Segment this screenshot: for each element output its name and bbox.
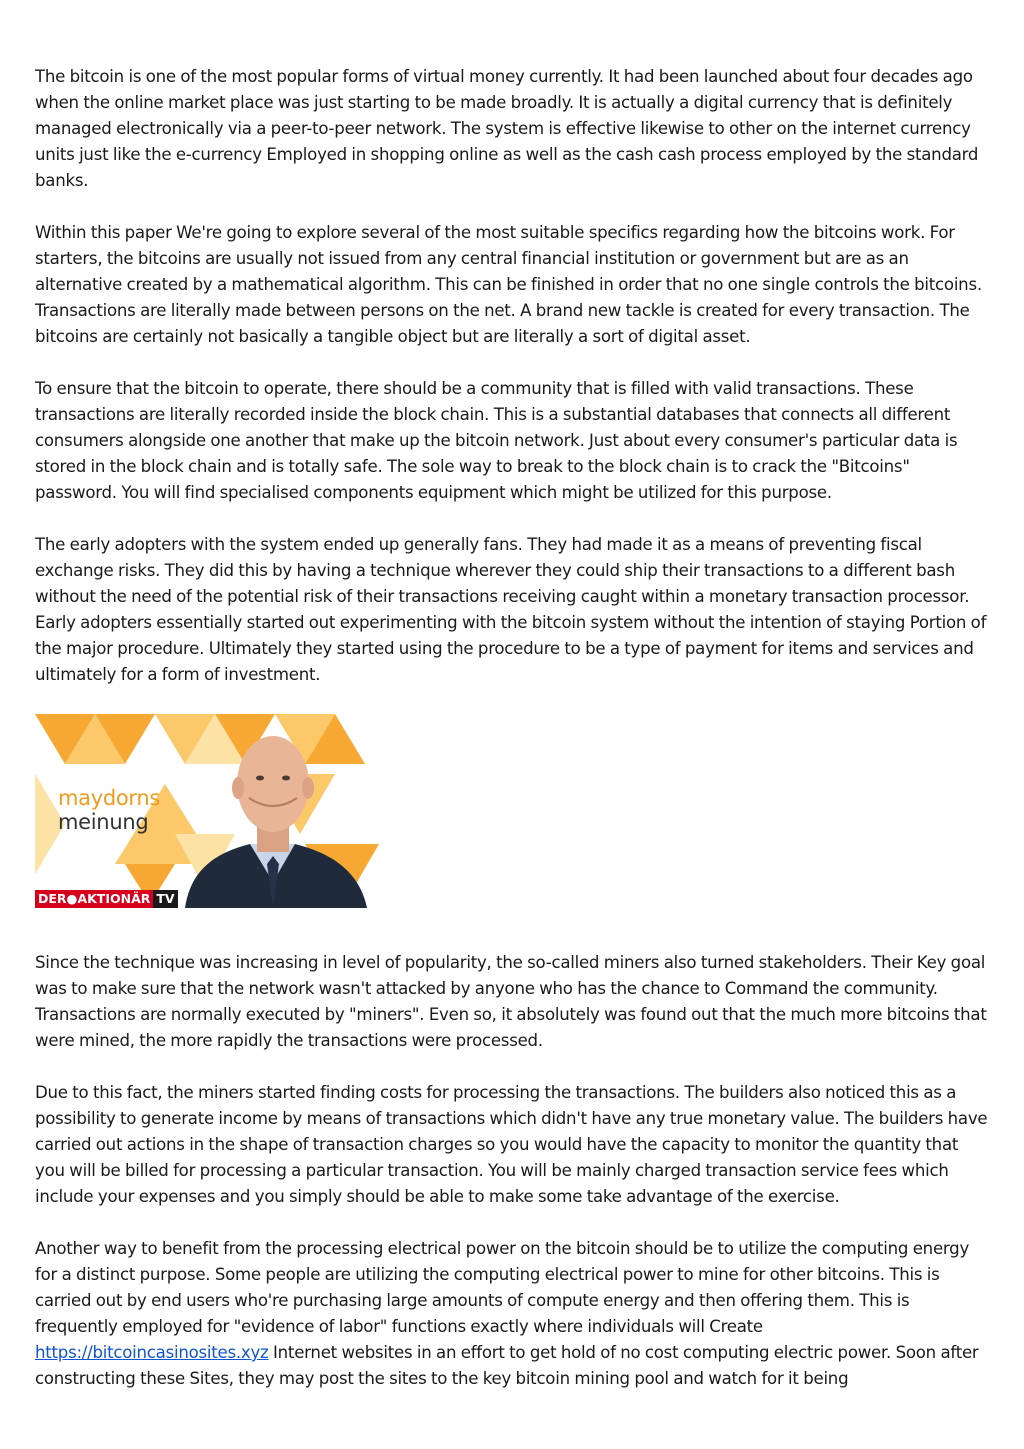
logo-bar bbox=[35, 890, 175, 908]
article-image bbox=[35, 714, 379, 908]
casino-sites-link[interactable]: https://bitcoincasinosites.xyz bbox=[35, 1343, 269, 1362]
brand-line-2: meinung bbox=[58, 810, 149, 834]
aktionaer-logo: DER●AKTIONÄR bbox=[35, 890, 153, 908]
paragraph-5: Since the technique was increasing in level of popularity, the so-called miners also turned stakeholders. Their Key goal was to make sure that the network wasn't attacked by anyone who has the chance to Command the community. Transactions are normally executed by "miners". Even so, it absolutely was found out that the much more bitcoins that were mined, the more rapidly the transactions were processed. bbox=[35, 953, 987, 1050]
paragraph-6: Due to this fact, the miners started finding costs for processing the transactions. The builders also noticed this as a possibility to generate income by means of transactions which didn't have any true monetary value. The builders have carried out actions in the shape of transaction charges so you would have the capacity to monitor the quantity that you will be billed for processing a particular transaction. You will be mainly charged transaction service fees which include your expenses and you simply should be able to make some take advantage of the exercise. bbox=[35, 1083, 988, 1206]
paragraph-3: To ensure that the bitcoin to operate, there should be a community that is filled with valid transactions. These transactions are literally recorded inside the block chain. This is a substantial databases that connects all different consumers alongside one another that make up the bitcoin network. Just about every consumer's particular data is stored in the block chain and is totally safe. The sole way to break to the block chain is to crack the "Bitcoins" password. You will find specialised components equipment which might be utilized for this purpose. bbox=[35, 379, 958, 502]
paragraph-4: The early adopters with the system ended up generally fans. They had made it as a means of preventing fiscal exchange risks. They did this by having a technique wherever they could ship their transactions to a different bash without the need of the potential risk of their transactions receiving caught within a monetary transaction processor. Early adopters essentially started out experimenting with the bitcoin system without the intention of staying Portion of the major procedure. Ultimately they started using the procedure to be a type of payment for items and services and ultimately for a form of investment. bbox=[35, 535, 987, 684]
tv-logo: TV bbox=[153, 890, 177, 908]
paragraph-1: The bitcoin is one of the most popular forms of virtual money currently. It had been launched about four decades ago when the online market place was just starting to be made broadly. It is actually a digital currency that is definitely managed electronically via a peer-to-peer network. The system is effective likewise to other on the internet currency units just like the e-currency Employed in shopping online as well as the cash cash process employed by the standard banks. bbox=[35, 67, 979, 190]
article-body bbox=[35, 64, 990, 1418]
paragraph-7-text-end: Internet websites in an effort to get hold of no cost computing electric power. Soon after constructing these Sites, they may post the sites to the key bitcoin mining pool and watch for it being bbox=[35, 1343, 979, 1388]
paragraph-7-text-start: Another way to benefit from the processing electrical power on the bitcoin should be to utilize the computing energy for a distinct purpose. Some people are utilizing the computing electrical power to mine for other bitcoins. This is carried out by end users who're purchasing large amounts of compute energy and then offering them. This is frequently employed for "evidence of labor" functions exactly where individuals will Create bbox=[35, 1239, 970, 1336]
brand-line-1: maydorns bbox=[58, 786, 161, 810]
paragraph-2: Within this paper We're going to explore several of the most suitable specifics regarding how the bitcoins work. For starters, the bitcoins are usually not issued from any central financial institution or government but are as an alternative created by a mathematical algorithm. This can be finished in order that no one single controls the bitcoins. Transactions are literally made between persons on the net. A brand new tackle is created for every transaction. The bitcoins are certainly not basically a tangible object but are literally a sort of digital asset. bbox=[35, 223, 982, 346]
paragraph-7 bbox=[35, 1236, 990, 1392]
